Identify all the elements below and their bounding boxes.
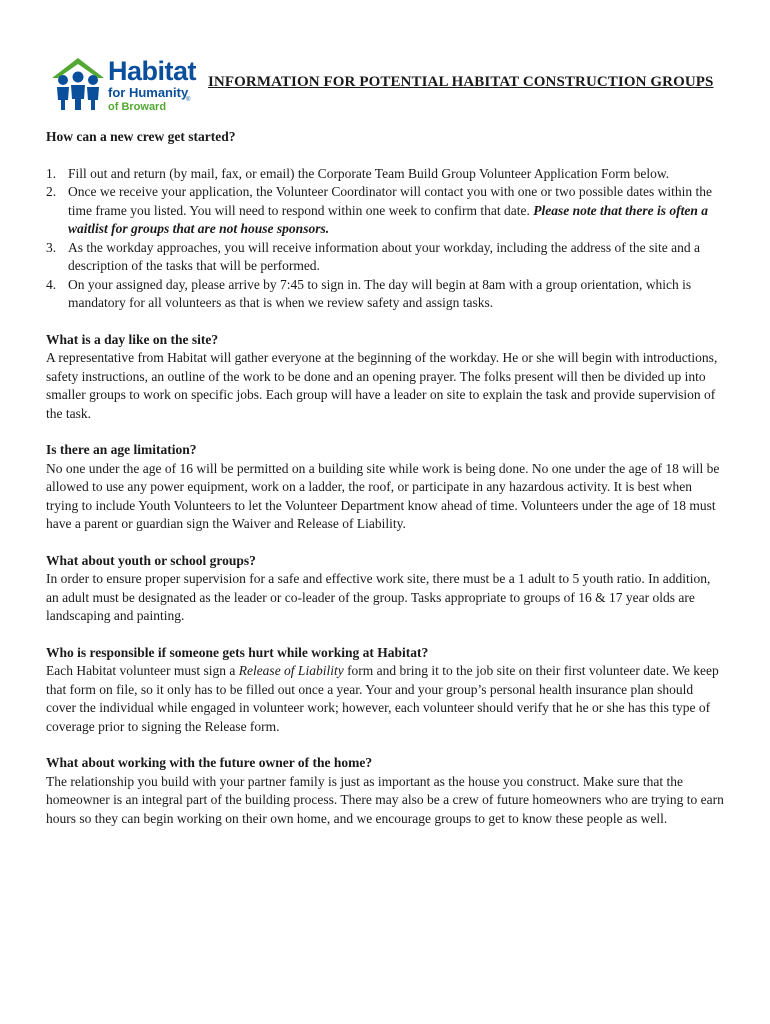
question-liability: Who is responsible if someone gets hurt while working at Habitat?: [46, 644, 429, 660]
list-item-text: Fill out and return (by mail, fax, or email) the Corporate Team Build Group Volunteer Application Form below.: [68, 165, 670, 181]
logo-of-broward: of Broward: [108, 101, 167, 113]
answer-liability-part2: form and bring it to the job site on their first volunteer date. We keep that form on file, so it only has to be filled out once a year. Your and your group’s personal health insurance plan should cover the individual while engaged in volunteer work; however, each volunteer should verify that he or she has this type of coverage prior to signing the Release form.: [46, 663, 719, 734]
question-youth-groups: What about youth or school groups?: [46, 552, 256, 568]
section-age-limitation: [46, 441, 726, 534]
list-number: 4.: [46, 276, 57, 292]
answer-future-owner: The relationship you build with your partner family is just as important as the house you construct. Make sure that the homeowner is an integral part of the building process. There may also be a crew of future homeowners who are trying to earn hours so they can begin working on their own home, and we encourage groups to get to know these people as well.: [46, 773, 724, 826]
document-title: INFORMATION FOR POTENTIAL HABITAT CONSTRUCTION GROUPS: [208, 74, 714, 90]
logo-wordmark: [108, 56, 196, 114]
list-number: 2.: [46, 184, 57, 199]
waitlist-note: Please note that there is often a waitlist for groups that are not house sponsors.: [68, 202, 709, 236]
answer-age-limitation: No one under the age of 16 will be permitted on a building site while work is being done. No one under the age of 18 will be allowed to use any power equipment, work on a ladder, the roof, or participate in any hazardous activity. It is best when trying to include Youth Volunteers to let the Volunteer Department know ahead of time. Volunteers under the age of 18 must have a parent or guardian sign the Waiver and Release of Liability.: [46, 460, 720, 531]
list-number: 1.: [46, 165, 57, 181]
document-body: [46, 128, 726, 846]
section-day-on-site: [46, 331, 726, 424]
release-of-liability-term: Release of Liability: [238, 663, 344, 678]
question-future-owner: What about working with the future owner of the home?: [46, 755, 373, 770]
question-age-limitation: Is there an age limitation?: [46, 442, 197, 457]
answer-liability-part1: Each Habitat volunteer must sign a: [46, 663, 239, 678]
logo-registered-mark: ®: [186, 97, 191, 103]
question-day-on-site: What is a day like on the site?: [46, 331, 219, 347]
section-youth-groups: [46, 552, 726, 626]
answer-youth-groups: In order to ensure proper supervision for a safe and effective work site, there must be a 1 adult to 5 youth ratio. In addition, an adult must be designated as the leader or co-leader of the group. Tasks appropriate to groups of 16 & 17 year olds are landscaping and painting.: [46, 571, 711, 623]
answer-day-on-site: A representative from Habitat will gather everyone at the beginning of the workday. He or she will begin with introductions, safety instructions, an outline of the work to be done and an opening prayer. The folks present will then be divided up into smaller groups to work on specific jobs. Each group will have a leader on site to explain the task and provide supervision of the task.: [46, 350, 718, 421]
list-number: 3.: [46, 239, 57, 255]
list-item-text: Once we receive your application, the Volunteer Coordinator will contact you with one or two possible dates within the time frame you listed. You will need to respond within one week to confirm that date.: [68, 184, 712, 218]
list-item: [46, 239, 726, 276]
logo-habitat: Habitat: [108, 56, 197, 86]
habitat-house-people-icon: [48, 56, 108, 112]
list-item: [46, 183, 726, 239]
answer-liability: [46, 662, 726, 736]
section-liability: [46, 644, 726, 737]
list-item: [46, 276, 726, 313]
habitat-logo: [48, 56, 198, 120]
steps-list: [46, 165, 726, 313]
section-get-started: [46, 128, 726, 313]
section-future-owner: [46, 754, 726, 828]
question-get-started: How can a new crew get started?: [46, 129, 236, 144]
logo-for-humanity: for Humanity: [108, 85, 189, 100]
list-item: [46, 165, 726, 184]
list-item-text: As the workday approaches, you will receive information about your workday, including the address of the site and a description of the tasks that will be performed.: [68, 239, 700, 273]
list-item-text: On your assigned day, please arrive by 7:45 to sign in. The day will begin at 8am with a group orientation, which is mandatory for all volunteers as that is when we review safety and assign tasks.: [68, 276, 692, 310]
